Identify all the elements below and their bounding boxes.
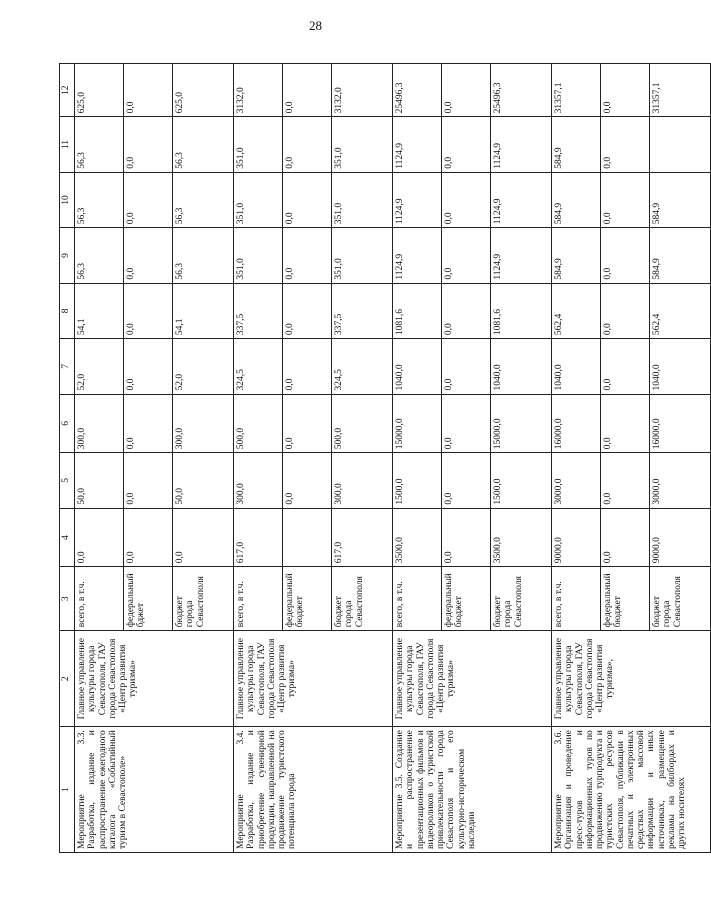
- funding-source-cell: бюджет города Севастополя: [491, 567, 552, 631]
- value-cell: 625,0: [75, 64, 124, 117]
- value-cell: 617,0: [234, 508, 283, 567]
- value-cell: 584,9: [650, 172, 711, 227]
- value-cell: 3132,0: [234, 64, 283, 117]
- value-cell: 0,0: [124, 172, 173, 227]
- value-cell: 0,0: [124, 508, 173, 567]
- value-cell: 0,0: [442, 172, 491, 227]
- value-cell: 52,0: [75, 339, 124, 394]
- value-cell: 584,9: [552, 228, 601, 283]
- header-cell: 7: [60, 339, 75, 394]
- value-cell: 15000,0: [491, 394, 552, 453]
- header-cell: 10: [60, 172, 75, 227]
- header-cell: 11: [60, 117, 75, 172]
- value-cell: 1040,0: [393, 339, 442, 394]
- value-cell: 1040,0: [650, 339, 711, 394]
- value-cell: 625,0: [173, 64, 234, 117]
- value-cell: 3500,0: [491, 508, 552, 567]
- funding-source-cell: всего, в т.ч.: [552, 567, 601, 631]
- funding-source-cell: бюджет города Севастополя: [332, 567, 393, 631]
- value-cell: 300,0: [75, 394, 124, 453]
- rotated-table-container: [59, 63, 687, 853]
- value-cell: 56,3: [75, 172, 124, 227]
- value-cell: 1081,6: [491, 283, 552, 338]
- value-cell: 324,5: [234, 339, 283, 394]
- value-cell: 351,0: [234, 172, 283, 227]
- value-cell: 324,5: [332, 339, 393, 394]
- table-row: [75, 64, 124, 853]
- value-cell: 0,0: [601, 508, 650, 567]
- header-cell: 12: [60, 64, 75, 117]
- value-cell: 0,0: [124, 339, 173, 394]
- value-cell: 50,0: [75, 453, 124, 508]
- page-number: 28: [309, 18, 322, 33]
- value-cell: 1124,9: [491, 117, 552, 172]
- value-cell: 0,0: [601, 394, 650, 453]
- activity-cell: Мероприятие 3.5. Создание и распространение презентационных фильмов и видеороликов о туристской привлекательности города Севастополя и его культурно-историческом наследии: [393, 727, 552, 853]
- activity-cell: Мероприятие 3.6. Организация и проведение пресс-туров и информационных туров по продвижению турпродукта и туристских ресурсов Севастополя, публикации в печатных и электронных средствах массовой информации и иных источниках, размещение рекламы на билбордах и других носителях: [552, 727, 711, 853]
- header-cell: 3: [60, 567, 75, 631]
- value-cell: 0,0: [442, 453, 491, 508]
- activity-cell: Мероприятие 3.4. Разработка, издание и приобретение сувенирной продукции, направленной на продвижение туристского потенциала города: [234, 727, 393, 853]
- value-cell: 9000,0: [552, 508, 601, 567]
- value-cell: 1500,0: [491, 453, 552, 508]
- value-cell: 584,9: [552, 172, 601, 227]
- value-cell: 337,5: [234, 283, 283, 338]
- value-cell: 0,0: [442, 339, 491, 394]
- value-cell: 0,0: [124, 283, 173, 338]
- funding-source-cell: федеральный бюджет: [283, 567, 332, 631]
- value-cell: 31357,1: [552, 64, 601, 117]
- value-cell: 351,0: [234, 228, 283, 283]
- value-cell: 1081,6: [393, 283, 442, 338]
- value-cell: 0,0: [124, 394, 173, 453]
- value-cell: 351,0: [234, 117, 283, 172]
- value-cell: 15000,0: [393, 394, 442, 453]
- header-cell: 9: [60, 228, 75, 283]
- activity-cell: Мероприятие 3.3. Разработка, издание и распространение ежегодного каталога «Событийный туризм в Севастополе»: [75, 727, 234, 853]
- value-cell: 0,0: [601, 172, 650, 227]
- value-cell: 0,0: [283, 172, 332, 227]
- value-cell: 0,0: [283, 453, 332, 508]
- value-cell: 0,0: [124, 64, 173, 117]
- value-cell: [283, 508, 332, 567]
- table-row: [552, 64, 601, 853]
- value-cell: 0,0: [283, 339, 332, 394]
- value-cell: 0,0: [601, 117, 650, 172]
- value-cell: 0,0: [601, 339, 650, 394]
- value-cell: 3132,0: [332, 64, 393, 117]
- funding-source-cell: бюджет города Севастополя: [650, 567, 711, 631]
- value-cell: 25496,3: [393, 64, 442, 117]
- header-cell: 6: [60, 394, 75, 453]
- funding-source-cell: федеральный бюджет: [601, 567, 650, 631]
- value-cell: 0,0: [442, 283, 491, 338]
- value-cell: 0,0: [601, 453, 650, 508]
- value-cell: 0,0: [124, 117, 173, 172]
- value-cell: 56,3: [173, 228, 234, 283]
- value-cell: 1040,0: [552, 339, 601, 394]
- value-cell: 0,0: [283, 394, 332, 453]
- value-cell: 0,0: [442, 228, 491, 283]
- header-cell: 8: [60, 283, 75, 338]
- value-cell: 0,0: [173, 508, 234, 567]
- value-cell: 56,3: [173, 172, 234, 227]
- value-cell: 0,0: [442, 394, 491, 453]
- executor-cell: Главное управление культуры города Севастополя, ГАУ города Севастополя «Центр развития туризма»: [393, 631, 552, 727]
- rotated-table-area: [59, 63, 687, 853]
- value-cell: 52,0: [173, 339, 234, 394]
- value-cell: 16000,0: [552, 394, 601, 453]
- value-cell: 0,0: [283, 117, 332, 172]
- table-body: [75, 64, 711, 853]
- funding-source-cell: всего, в т.ч.: [234, 567, 283, 631]
- header-cell: 2: [60, 631, 75, 727]
- value-cell: 56,3: [75, 228, 124, 283]
- funding-source-cell: федеральный бюджет: [442, 567, 491, 631]
- value-cell: 0,0: [283, 283, 332, 338]
- value-cell: [650, 117, 711, 172]
- funding-source-cell: всего, в т.ч.: [75, 567, 124, 631]
- value-cell: 337,5: [332, 283, 393, 338]
- value-cell: 562,4: [552, 283, 601, 338]
- executor-cell: Главное управление культуры города Севастополя, ГАУ города Севастополя «Центр развития туризма»: [234, 631, 393, 727]
- value-cell: 300,0: [234, 453, 283, 508]
- table-row: [393, 64, 442, 853]
- executor-cell: Главное управление культуры города Севастополя, ГАУ города Севастополя «Центр развития туризма»,: [552, 631, 711, 727]
- value-cell: 300,0: [332, 453, 393, 508]
- value-cell: 31357,1: [650, 64, 711, 117]
- funding-source-cell: федеральный бджет: [124, 567, 173, 631]
- value-cell: 0,0: [283, 64, 332, 117]
- value-cell: 54,1: [173, 283, 234, 338]
- executor-cell: Главное управление культуры города Севастополя, ГАУ города Севастополя «Центр развития туризма»: [75, 631, 234, 727]
- value-cell: 3000,0: [650, 453, 711, 508]
- value-cell: 1500,0: [393, 453, 442, 508]
- value-cell: 0,0: [442, 64, 491, 117]
- value-cell: 0,0: [283, 228, 332, 283]
- funding-source-cell: всего, в т.ч.: [393, 567, 442, 631]
- value-cell: 3000,0: [552, 453, 601, 508]
- value-cell: 351,0: [332, 172, 393, 227]
- value-cell: 617,0: [332, 508, 393, 567]
- header-row: [60, 64, 75, 853]
- value-cell: 0,0: [601, 283, 650, 338]
- value-cell: 351,0: [332, 117, 393, 172]
- table-row: [234, 64, 283, 853]
- value-cell: 1040,0: [491, 339, 552, 394]
- value-cell: 1124,9: [491, 228, 552, 283]
- value-cell: 50,0: [173, 453, 234, 508]
- value-cell: 1124,9: [393, 228, 442, 283]
- value-cell: 0,0: [124, 453, 173, 508]
- value-cell: 500,0: [332, 394, 393, 453]
- value-cell: 562,4: [650, 283, 711, 338]
- header-cell: 1: [60, 727, 75, 853]
- header-cell: 4: [60, 508, 75, 567]
- budget-table: [59, 63, 711, 853]
- value-cell: 1124,9: [393, 117, 442, 172]
- value-cell: 0,0: [442, 117, 491, 172]
- value-cell: 25496,3: [491, 64, 552, 117]
- value-cell: 0,0: [601, 228, 650, 283]
- value-cell: 584,9: [552, 117, 601, 172]
- value-cell: 16000,0: [650, 394, 711, 453]
- value-cell: 3500,0: [393, 508, 442, 567]
- value-cell: 0,0: [601, 64, 650, 117]
- value-cell: 56,3: [75, 117, 124, 172]
- value-cell: 0,0: [442, 508, 491, 567]
- value-cell: 1124,9: [393, 172, 442, 227]
- value-cell: 0,0: [75, 508, 124, 567]
- value-cell: 9000,0: [650, 508, 711, 567]
- value-cell: 54,1: [75, 283, 124, 338]
- value-cell: 351,0: [332, 228, 393, 283]
- value-cell: 300,0: [173, 394, 234, 453]
- value-cell: 56,3: [173, 117, 234, 172]
- value-cell: 500,0: [234, 394, 283, 453]
- funding-source-cell: бюджет города Севастополя: [173, 567, 234, 631]
- header-cell: 5: [60, 453, 75, 508]
- value-cell: 0,0: [124, 228, 173, 283]
- value-cell: 1124,9: [491, 172, 552, 227]
- value-cell: 584,9: [650, 228, 711, 283]
